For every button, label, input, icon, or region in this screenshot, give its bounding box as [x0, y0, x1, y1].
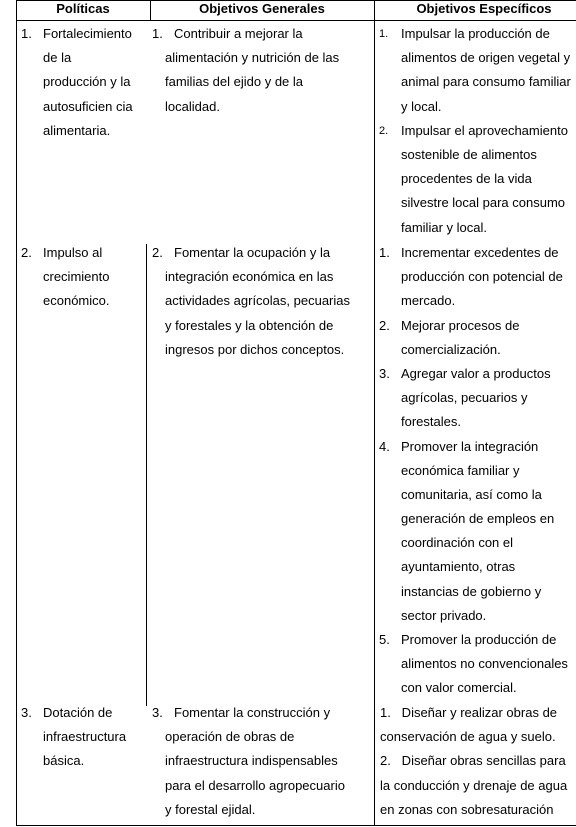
column-divider-1b — [146, 244, 147, 706]
row1-politica: 1. Fortalecimiento de la producción y la autosuficien cia alimentaria. — [21, 26, 133, 138]
header-politicas: Políticas — [56, 1, 110, 16]
table-bottom-border — [16, 825, 576, 826]
row2-politica: 2. Impulso al crecimiento económico. — [21, 245, 110, 309]
row3-objetivos-especificos: 1. Diseñar y realizar obras de conservación de agua y suelo. 2. Diseñar obras sencillas para la conducción y drenaje de agua en zonas con sobresaturación — [380, 705, 568, 817]
header-objetivos-generales: Objetivos Generales — [199, 1, 325, 16]
row3-objetivo-general: 3. Fomentar la construcción y operación de obras de infraestructura indispensables para el desarrollo agropecuario y forestal ejidal. — [152, 705, 345, 817]
objectives-table — [16, 0, 576, 826]
column-divider-2 — [374, 0, 375, 826]
row1-objetivos-especificos: 1. Impulsar la producción de alimentos de origen vegetal y animal para consumo familiar y local. 2. Impulsar el aprovechamiento sostenible de alimentos procedentes de la vida silvestre local para consumo familiar y local. — [379, 26, 571, 235]
table-left-border — [16, 0, 17, 826]
row2-objetivo-general: 2. Fomentar la ocupación y la integración económica en las actividades agrícolas, pecuarias y forestales y la obtención de ingresos por dichos conceptos. — [152, 245, 350, 357]
row2-objetivos-especificos: 1. Incrementar excedentes de producción con potencial de mercado. 2. Mejorar procesos de comercialización. 3. Agregar valor a productos agrícolas, pecuarios y forestales. 4. Promover la integración económica familiar y comunitaria, así como la generación de empleos en coordinación con el ayuntamiento, otras instancias de gobierno y sector privado. 5. Promover la producción de alimentos no convencionales con valor comercial. — [379, 245, 568, 696]
row3-politica: 3. Dotación de infraestructura básica. — [21, 705, 127, 769]
row1-objetivo-general: 1. Contribuir a mejorar la alimentación y nutrición de las familias del ejido y de la localidad. — [152, 26, 340, 114]
header-objetivos-especificos: Objetivos Específicos — [416, 1, 552, 16]
header-bottom-border — [16, 20, 576, 21]
